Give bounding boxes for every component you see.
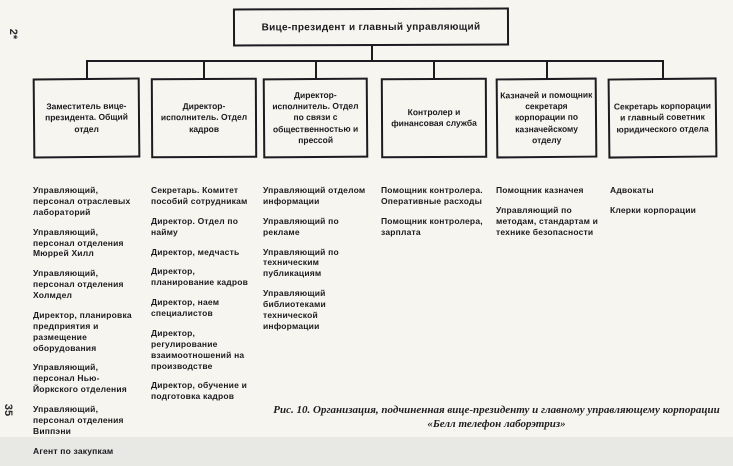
org-root-box <box>233 8 509 47</box>
org-box-legal-dept <box>608 77 718 158</box>
org-box-pr-dept <box>263 78 369 159</box>
org-list-item: Директор, наем специалистов <box>151 297 220 318</box>
org-list-item: Клерки корпорации <box>610 204 697 215</box>
org-box-hr-dept <box>151 78 257 159</box>
org-list-item: Управляющий, персонал Нью-Йоркского отделения <box>33 362 127 395</box>
org-box-label: Казначей и помощник секретаря корпорации по казначейскому отделу <box>500 89 593 145</box>
org-list-item: Директор, медчасть <box>151 246 240 257</box>
org-list-item: Директор, обучение и подготовка кадров <box>151 380 248 402</box>
connector-drop-line <box>315 60 317 78</box>
org-box-general-dept <box>33 78 141 159</box>
org-box-label: Контролер и финансовая служба <box>391 106 477 129</box>
org-list-item: Управляющий, персонал отраслевых лабораторий <box>33 185 131 217</box>
org-column-list <box>33 185 142 466</box>
org-list-item: Управляющий, персонал отделения Холмдел <box>33 268 124 300</box>
org-column-list <box>610 185 722 225</box>
org-list-item: Помощник контролера. Оперативные расходы <box>381 185 483 206</box>
org-box-label: Директор-исполнитель. Отдел по связи с общественностью и прессой <box>272 90 359 145</box>
figure-caption: Рис. 10. Организация, подчиненная вице-президенту и главному управляющему корпорации «Белл телефон лаборэтриз» <box>273 404 720 431</box>
org-box-label: Заместитель вице-президента. Общий отдел <box>45 101 128 134</box>
org-list-item: Секретарь. Комитет пособий сотрудникам <box>151 185 248 206</box>
org-box-label: Секретарь корпорации и главный советник юридического отдела <box>613 100 711 134</box>
org-list-item: Директор, планирование кадров <box>151 266 249 288</box>
org-list-item: Адвокаты <box>610 185 654 195</box>
org-list-item: Управляющий по техническим публикациям <box>263 246 339 279</box>
org-list-item: Помощник казначея <box>496 185 584 195</box>
org-box-label: Директор-исполнитель. Отдел кадров <box>160 101 248 134</box>
org-list-item: Управляющий библиотеками технической информации <box>263 288 326 331</box>
connector-drop-line <box>433 60 435 78</box>
page-margin-marker-bottom: 35 <box>2 403 15 417</box>
connector-drop-line <box>546 60 548 78</box>
org-root-label: Вице-президент и главный управляющий <box>261 21 481 33</box>
org-list-item: Управляющий, персонал отделения Мюррей Хилл <box>33 226 124 259</box>
org-column-list <box>151 185 259 411</box>
org-list-item: Управляющий отделом информации <box>263 185 366 206</box>
org-list-item: Управляющий по методам, стандартам и технике безопасности <box>496 204 599 237</box>
org-list-item: Управляющий по рекламе <box>263 215 339 237</box>
org-box-finance-dept <box>381 78 487 159</box>
org-list-item: Директор, планировка предприятия и размещение оборудования <box>33 309 132 353</box>
connector-drop-line <box>86 60 88 78</box>
org-list-item: Директор. Отдел по найму <box>151 215 239 237</box>
connector-drop-line <box>662 60 664 78</box>
org-column-list <box>381 185 489 247</box>
org-column-list <box>263 185 369 341</box>
org-list-item: Помощник контролера, зарплата <box>381 215 483 237</box>
org-box-treasury-dept <box>496 78 598 159</box>
connector-drop-line <box>203 60 205 78</box>
org-list-item: Управляющий, персонал отделения Виппэни <box>33 404 124 436</box>
org-column-list <box>496 185 600 247</box>
connector-bus-line <box>86 60 664 62</box>
org-list-item: Агент по закупкам <box>33 445 114 456</box>
page-margin-marker-top: 2* <box>7 28 20 40</box>
org-list-item: Директор, регулирование взаимоотношений на производстве <box>151 327 245 371</box>
